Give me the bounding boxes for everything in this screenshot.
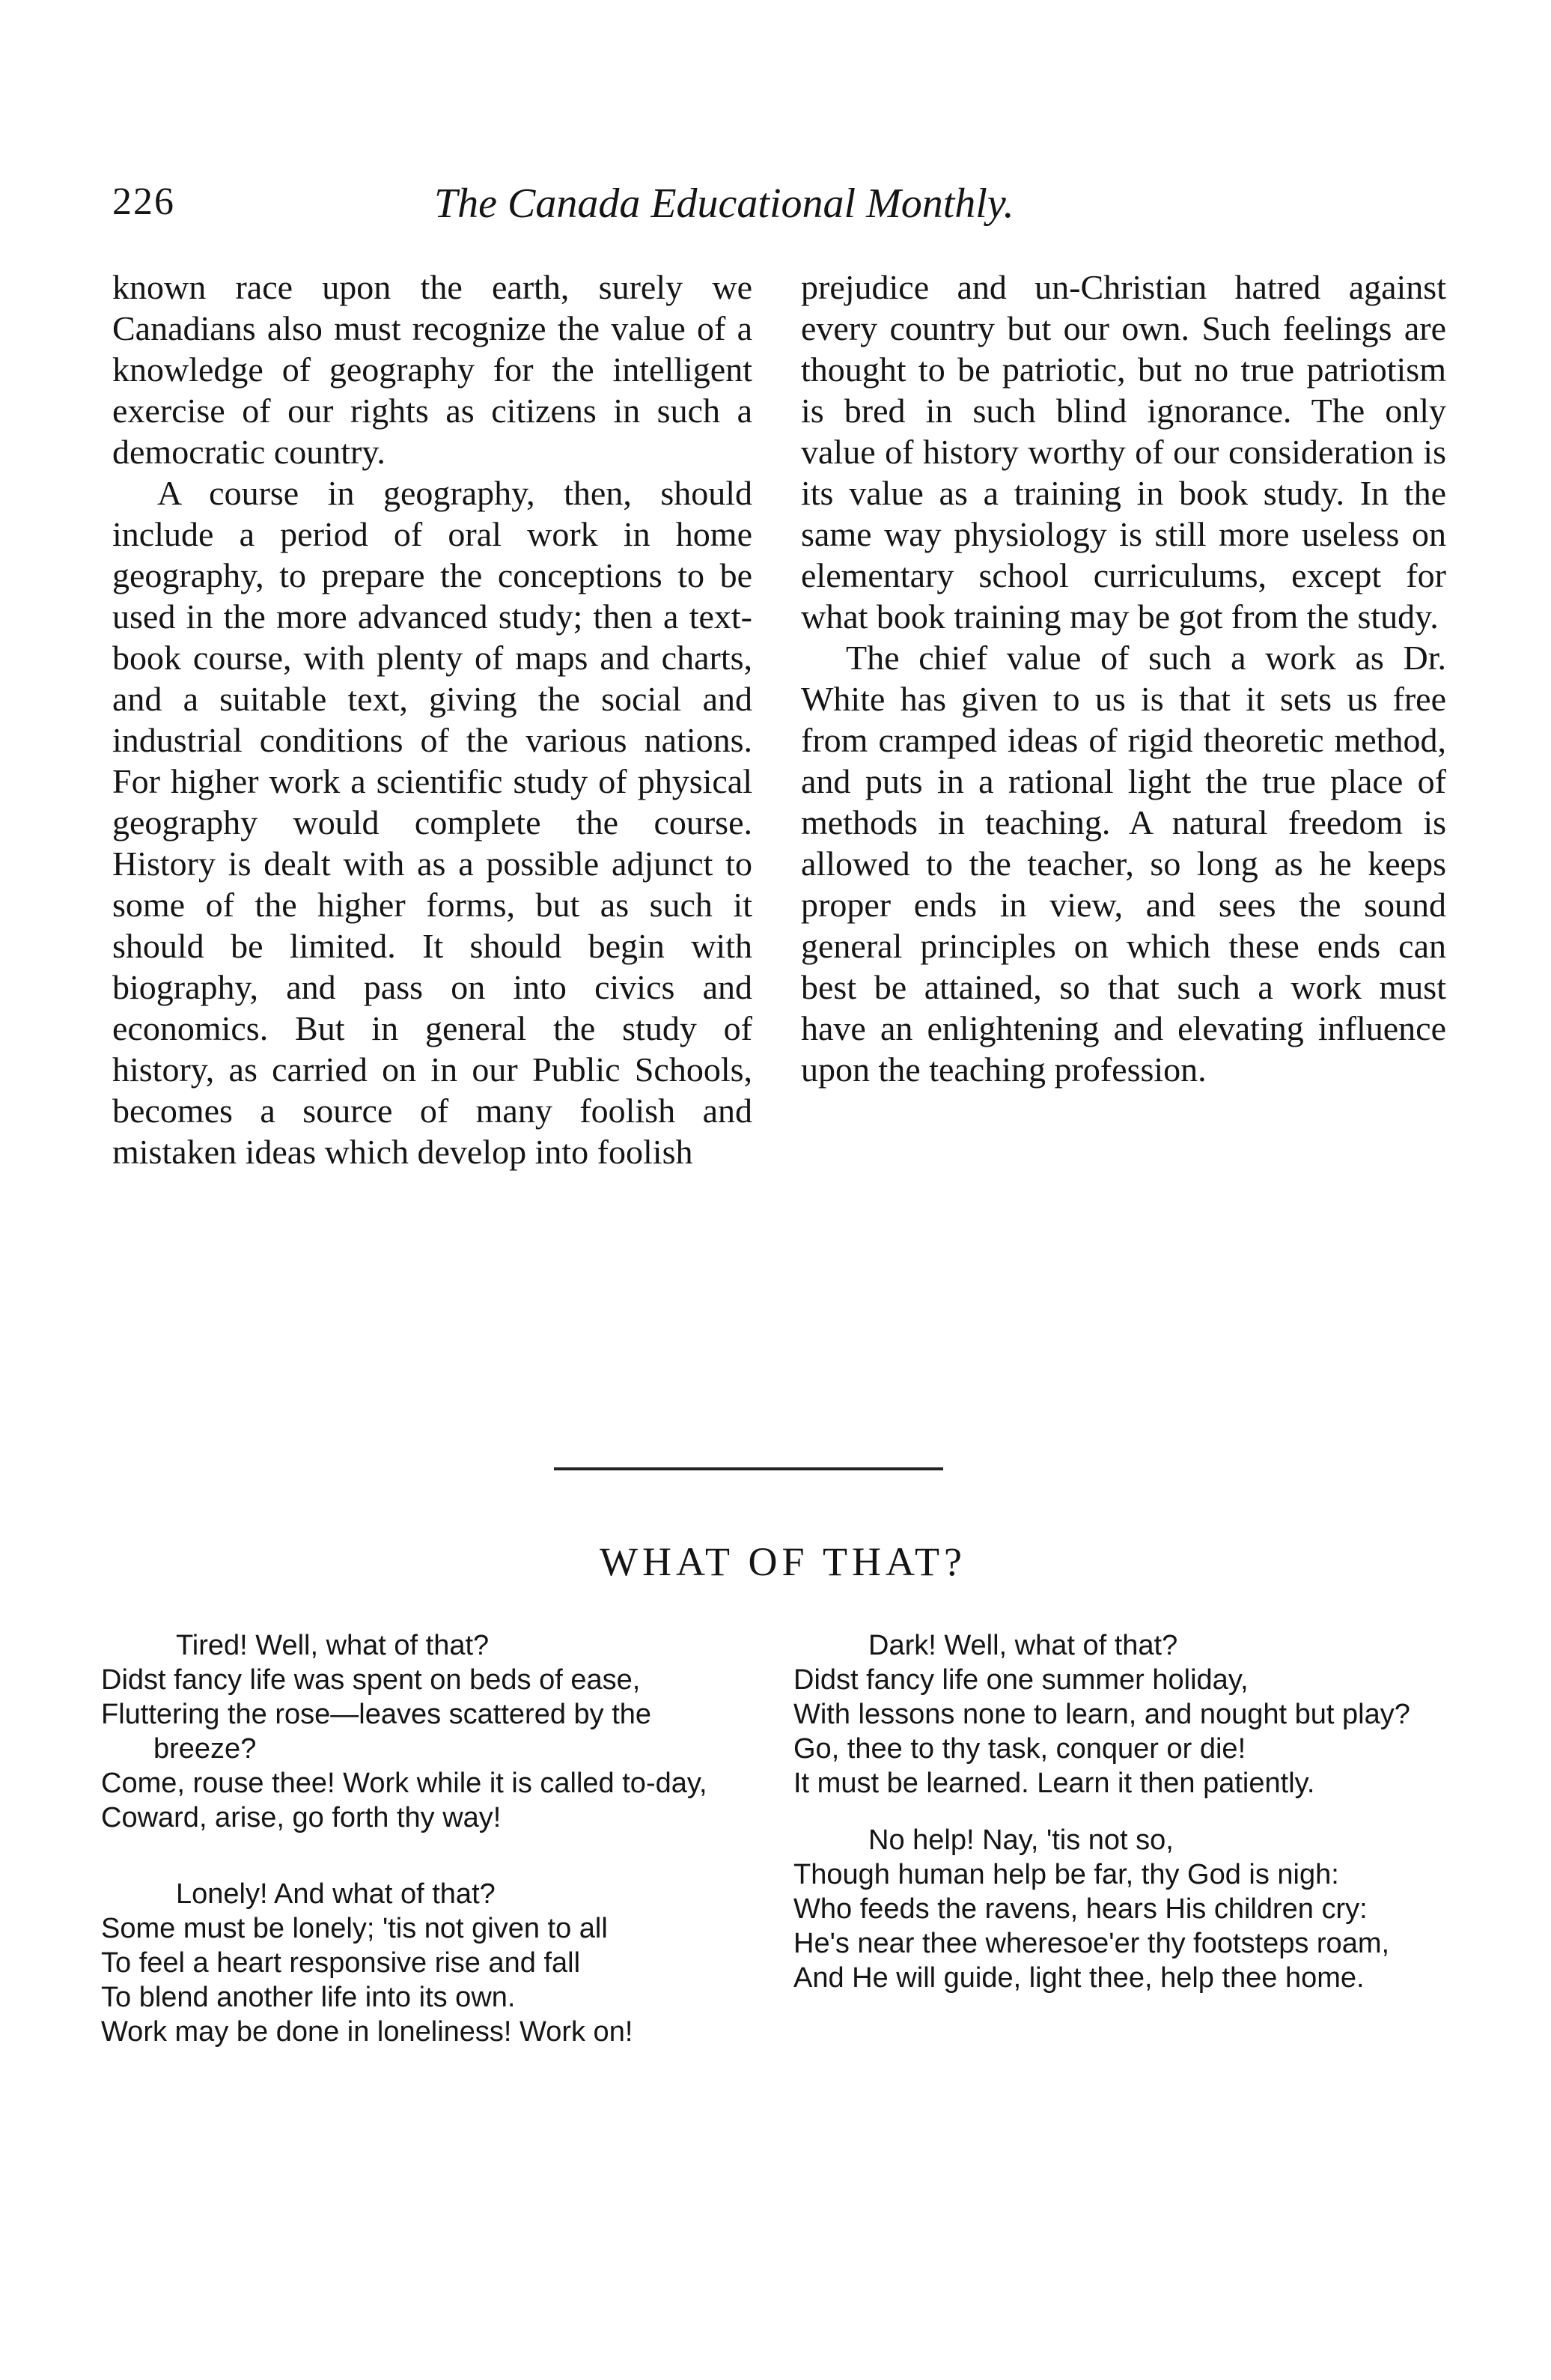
poem-line: Work may be done in loneliness! Work on! [101, 2016, 633, 2048]
poem-line: Some must be lonely; 'tis not given to all [101, 1913, 608, 1944]
poem-line: Come, rouse thee! Work while it is called to-day, [101, 1768, 707, 1799]
poem-line: Who feeds the ravens, hears His children cry: [793, 1893, 1368, 1925]
poem-line: He's near thee wheresoe'er thy footsteps roam, [793, 1928, 1390, 1959]
poem-stanza [793, 1823, 1452, 1995]
poem-line: Coward, arise, go forth thy way! [101, 1802, 502, 1833]
running-header [112, 180, 1430, 240]
poem-stanza [101, 1628, 760, 1835]
poem-line: Didst fancy life one summer holiday, [793, 1664, 1249, 1696]
poem-title: WHAT OF THAT? [600, 1539, 966, 1584]
article-column-left [112, 267, 752, 1172]
article-paragraph: prejudice and un-Christian hatred against every country but our own. Such feelings are thought to be patriotic, but no true patriotism is bred in such blind ignorance. The only value of history worthy of our consideration is its value as a training in book study. In the same way physiology is still more useless on elementary school curriculums, except for what book training may be got from the study. [801, 268, 1446, 636]
poem-line: Though human help be far, thy God is nigh: [793, 1859, 1339, 1890]
poem-line: Go, thee to thy task, conquer or die! [793, 1733, 1246, 1765]
poem-line: Didst fancy life was spent on beds of ease, [101, 1664, 641, 1696]
poem-line: Lonely! And what of that? [176, 1878, 496, 1910]
section-divider [554, 1467, 943, 1470]
article-column-right [801, 267, 1446, 1090]
article-paragraph: The chief value of such a work as Dr. White has given to us is that it sets us free from cramped ideas of rigid theoretic method, and puts in a rational light the true place of methods in teaching. A natural freedom is allowed to the teacher, so long as he keeps proper ends in view, and sees the sound general principles on which these ends can best be attained, so that such a work must have an enlightening and elevating influence upon the teaching profession. [801, 639, 1446, 1089]
poem-line: Fluttering the rose—leaves scattered by the breeze? [101, 1699, 652, 1765]
poem-stanza [793, 1628, 1452, 1801]
poem-line: To feel a heart responsive rise and fall [101, 1947, 581, 1979]
poem-line: And He will guide, light thee, help thee home. [793, 1962, 1365, 1994]
poem-line: To blend another life into its own. [101, 1982, 516, 2013]
poem-line: Tired! Well, what of that? [176, 1630, 490, 1661]
poem-stanza [101, 1877, 760, 2049]
article-paragraph: A course in geography, then, should include a period of oral work in home geography, to prepare the conceptions to be used in the more advanced study; then a text-book course, with plenty of maps and charts, and a suitable text, giving the social and industrial conditions of the various nations. For higher work a scientific study of physical geography would complete the course. History is dealt with as a possible adjunct to some of the higher forms, but as such it should be limited. It should begin with biography, and pass on into civics and economics. But in general the study of history, as carried on in our Public Schools, becomes a source of many foolish and mistaken ideas which develop into foolish [112, 474, 752, 1171]
poem-line: It must be learned. Learn it then patiently. [793, 1768, 1315, 1799]
running-title: The Canada Educational Monthly. [434, 180, 1014, 227]
page-number: 226 [112, 180, 175, 223]
article-paragraph: known race upon the earth, surely we Canadians also must recognize the value of a knowledge of geography for the intelligent exercise of our rights as citizens in such a democratic country. [112, 268, 752, 471]
poem-column-left [101, 1628, 760, 2091]
poem-line: Dark! Well, what of that? [868, 1630, 1178, 1661]
poem-line: No help! Nay, 'tis not so, [868, 1824, 1174, 1856]
poem-column-right [793, 1628, 1452, 2018]
poem-line: With lessons none to learn, and nought but play? [793, 1699, 1410, 1730]
